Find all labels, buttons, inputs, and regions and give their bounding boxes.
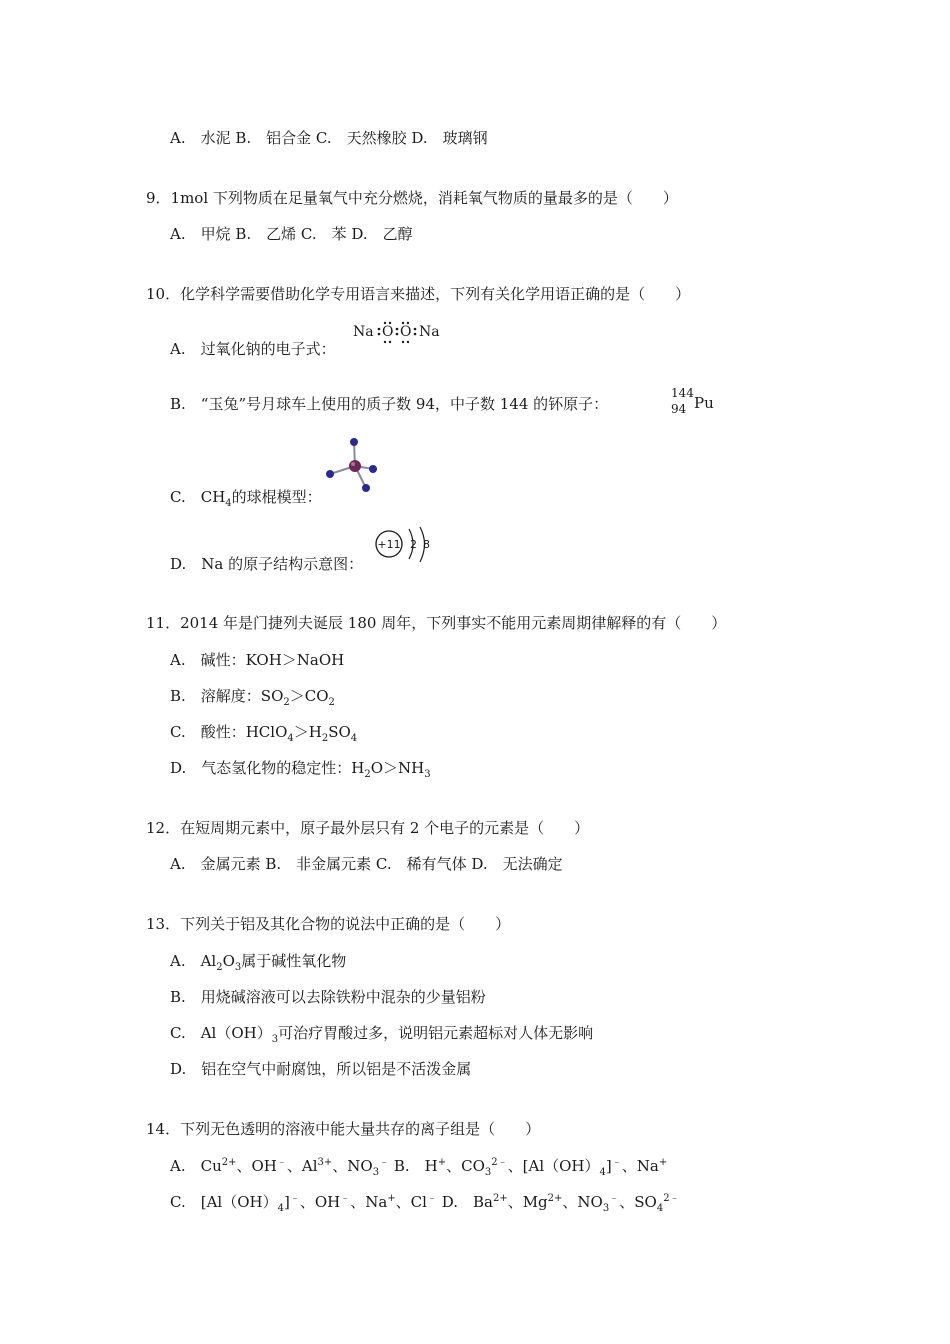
- superscript: ﹣: [379, 1157, 390, 1168]
- text: 、NO: [332, 1157, 373, 1175]
- text: 、SO: [619, 1193, 657, 1211]
- text: 、Al: [286, 1157, 318, 1175]
- subscript: 4: [656, 1203, 664, 1214]
- q13-option-d: D. 铝在空气中耐腐蚀，所以铝是不活泼金属: [170, 1060, 472, 1078]
- q13-option-c: [170, 1023, 593, 1043]
- text: ＞CO: [289, 687, 329, 705]
- svg-text:Na: Na: [419, 324, 440, 340]
- text: 、CO: [446, 1157, 485, 1175]
- sodium-peroxide-electron-formula: [352, 318, 447, 348]
- subscript: 4: [225, 498, 232, 509]
- text: A. Al: [170, 952, 217, 970]
- q14-options-ab: [170, 1156, 667, 1176]
- text: 、Na: [350, 1193, 388, 1211]
- text: C. 酸性：HClO: [170, 723, 288, 741]
- q10-option-b: B. “玉兔”号月球车上使用的质子数 94，中子数 144 的钚原子：: [170, 395, 609, 413]
- subscript: 2: [321, 733, 329, 744]
- q14-stem: 14．下列无色透明的溶液中能大量共存的离子组是（ ）: [146, 1120, 541, 1138]
- text: ]: [605, 1157, 612, 1175]
- superscript: 3+: [317, 1157, 333, 1168]
- subscript: 3: [372, 1167, 380, 1178]
- subscript: 3: [271, 1034, 279, 1045]
- option-c-text: C. CH: [170, 488, 226, 506]
- text: C. [Al（OH）: [170, 1193, 278, 1211]
- subscript: 3: [234, 962, 242, 973]
- text: B. H: [389, 1157, 438, 1175]
- superscript: ﹣: [609, 1193, 620, 1204]
- text: O: [222, 952, 235, 970]
- q10-stem: 10．化学科学需要借助化学专用语言来描述，下列有关化学用语正确的是（ ）: [146, 285, 691, 303]
- superscript: ﹣: [276, 1157, 287, 1168]
- q11-option-d: [170, 758, 431, 778]
- plutonium-nuclide-symbol: [670, 386, 720, 420]
- subscript: 4: [599, 1167, 606, 1178]
- q9-stem: 9．1mol 下列物质在足量氧气中充分燃烧，消耗氧气物质的量最多的是（ ）: [146, 189, 678, 207]
- svg-text:O: O: [400, 324, 412, 340]
- subscript: 4: [350, 733, 358, 744]
- text: C. Al（OH）: [170, 1024, 272, 1042]
- superscript: 2+: [492, 1193, 508, 1204]
- text: D. Ba: [436, 1193, 493, 1211]
- atomic-number: 94: [671, 402, 687, 416]
- text: ＞H: [293, 723, 322, 741]
- shell-2-electrons: 8: [423, 538, 430, 551]
- methane-ball-stick-model: [322, 436, 384, 496]
- q12-stem: 12．在短周期元素中，原子最外层只有 2 个电子的元素是（ ）: [146, 819, 590, 837]
- subscript: 3: [602, 1203, 610, 1214]
- q11-option-a: A. 碱性：KOH＞NaOH: [170, 651, 345, 669]
- superscript: +: [437, 1157, 447, 1168]
- q13-option-b: B. 用烧碱溶液可以去除铁粉中混杂的少量铝粉: [170, 988, 486, 1006]
- q10-option-d: D. Na 的原子结构示意图：: [170, 555, 364, 573]
- text: 、Mg: [507, 1193, 548, 1211]
- q10-option-c: [170, 487, 322, 507]
- subscript: 4: [287, 733, 294, 744]
- q11-option-b: [170, 686, 335, 706]
- superscript: 2+: [547, 1193, 563, 1204]
- q13-stem: 13．下列关于铝及其化合物的说法中正确的是（ ）: [146, 915, 511, 933]
- q14-options-cd: [170, 1192, 680, 1212]
- text: 可治疗胃酸过多，说明铝元素超标对人体无影响: [278, 1024, 594, 1042]
- superscript: ﹣: [426, 1193, 437, 1204]
- subscript: 3: [484, 1167, 492, 1178]
- text: O＞NH: [370, 759, 425, 777]
- option-c-suffix: 的球棍模型：: [231, 488, 322, 506]
- subscript: 3: [424, 769, 431, 780]
- text: 、OH: [236, 1157, 277, 1175]
- nucleus-charge: +11: [377, 538, 401, 551]
- subscript: 2: [283, 697, 290, 708]
- text: D. 气态氢化物的稳定性：H: [170, 759, 365, 777]
- q13-option-a: [170, 951, 346, 971]
- svg-text:Na: Na: [353, 324, 374, 340]
- element-symbol: Pu: [694, 394, 714, 412]
- superscript: ﹣: [611, 1157, 622, 1168]
- subscript: 2: [364, 769, 371, 780]
- text: 、OH: [299, 1193, 341, 1211]
- text: 、Cl: [395, 1193, 427, 1211]
- text: B. 溶解度：SO: [170, 687, 284, 705]
- shell-1-electrons: 2: [410, 538, 417, 551]
- text: SO: [328, 723, 351, 741]
- subscript: 2: [328, 697, 335, 708]
- superscript: +: [658, 1157, 668, 1168]
- q12-options: A. 金属元素 B. 非金属元素 C. 稀有气体 D. 无法确定: [170, 855, 563, 873]
- superscript: 2+: [221, 1157, 237, 1168]
- text: ]: [283, 1193, 290, 1211]
- q11-option-c: [170, 722, 357, 742]
- text: 、[Al（OH）: [507, 1157, 600, 1175]
- superscript: 2﹣: [663, 1193, 680, 1204]
- text: 、Na: [621, 1157, 659, 1175]
- text: 、NO: [562, 1193, 603, 1211]
- subscript: 4: [277, 1203, 284, 1214]
- superscript: ﹣: [340, 1193, 351, 1204]
- mass-number: 144: [671, 386, 694, 400]
- svg-text:O: O: [382, 324, 394, 340]
- sodium-atom-structure-diagram: [372, 525, 438, 565]
- subscript: 2: [216, 962, 223, 973]
- text: A. Cu: [170, 1157, 222, 1175]
- text: 属于碱性氧化物: [241, 952, 347, 970]
- q9-options: A. 甲烷 B. 乙烯 C. 苯 D. 乙醇: [170, 225, 413, 243]
- superscript: 2﹣: [491, 1157, 508, 1168]
- q11-stem: 11．2014 年是门捷列夫诞辰 180 周年，下列事实不能用元素周期律解释的有（ ）: [146, 614, 727, 632]
- q8-options: A. 水泥 B. 铝合金 C. 天然橡胶 D. 玻璃钢: [170, 129, 488, 147]
- superscript: ﹣: [289, 1193, 300, 1204]
- q10-option-a: A. 过氧化钠的电子式：: [170, 340, 336, 358]
- superscript: +: [387, 1193, 396, 1204]
